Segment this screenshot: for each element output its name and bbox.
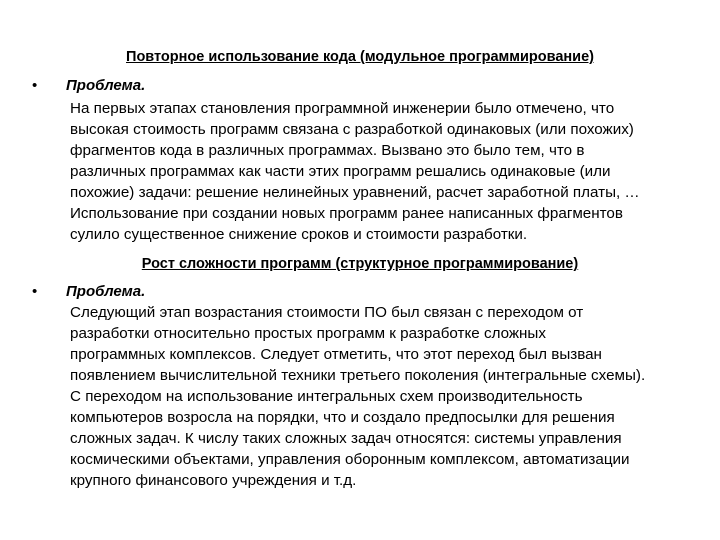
- section1-paragraph: [70, 98, 710, 245]
- section2-problem-label: Проблема.: [66, 283, 146, 300]
- paragraph-line: появлением вычислительной техники третьего поколения (интегральные схемы).: [70, 367, 646, 384]
- paragraph-line: Использование при создании новых программ ранее написанных фрагментов: [70, 205, 623, 222]
- paragraph-line: На первых этапах становления программной инженерии было отмечено, что: [70, 100, 615, 117]
- paragraph-line: высокая стоимость программ связана с разработкой одинаковых (или похожих): [70, 121, 634, 138]
- section1-bullet-item: [32, 76, 145, 96]
- paragraph-line: С переходом на использование интегральных схем производительность: [70, 388, 583, 405]
- bullet-dot-icon: •: [32, 77, 38, 94]
- paragraph-line: компьютеров возросла на порядки, что и создало предпосылки для решения: [70, 409, 615, 426]
- section2-bullet-item: [32, 282, 145, 302]
- paragraph-line: космическими объектами, управления оборонным комплексом, автоматизации: [70, 451, 630, 468]
- paragraph-line: разработки относительно простых программ к разработке сложных: [70, 325, 546, 342]
- section2-paragraph: [70, 302, 710, 491]
- paragraph-line: Следующий этап возрастания стоимости ПО был связан с переходом от: [70, 304, 584, 321]
- section1-problem-label: Проблема.: [66, 77, 146, 94]
- paragraph-line: похожие) задачи: решение нелинейных уравнений, расчет заработной платы, …: [70, 184, 640, 201]
- section2-heading: Рост сложности программ (структурное программирование): [141, 256, 579, 272]
- paragraph-line: крупного финансового учреждения и т.д.: [70, 472, 357, 489]
- paragraph-line: различных программах как части этих программ решались одинаковые (или: [70, 163, 611, 180]
- paragraph-line: программных комплексов. Следует отметить, что этот переход был вызван: [70, 346, 602, 363]
- bullet-dot-icon: •: [32, 283, 38, 300]
- paragraph-line: сложных задач. К числу таких сложных задач относятся: системы управления: [70, 430, 622, 447]
- paragraph-line: фрагментов кода в различных программах. Вызвано это было тем, что в: [70, 142, 585, 159]
- section1-heading: Повторное использование кода (модульное программирование): [126, 49, 594, 65]
- paragraph-line: сулило существенное снижение сроков и стоимости разработки.: [70, 226, 528, 243]
